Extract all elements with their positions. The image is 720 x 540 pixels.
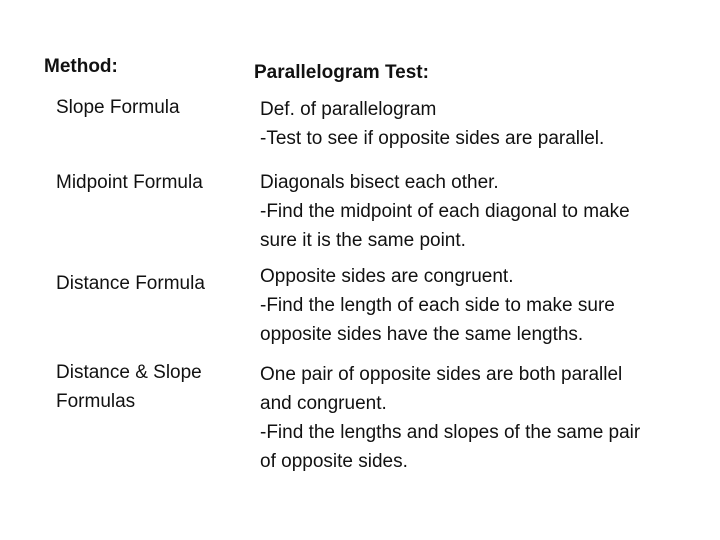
test-description-row-1 xyxy=(260,95,710,153)
method-slope-formula: Slope Formula xyxy=(56,97,180,118)
test-detail: -Test to see if opposite sides are parallel. xyxy=(260,128,605,149)
test-detail: -Find the midpoint of each diagonal to make sure it is the same point. xyxy=(260,201,630,251)
test-description-row-4 xyxy=(260,360,710,476)
test-statement: One pair of opposite sides are both parallel and congruent. xyxy=(260,364,623,414)
test-description-row-3 xyxy=(260,262,710,349)
method-distance-formula: Distance Formula xyxy=(56,273,205,294)
test-statement: Def. of parallelogram xyxy=(260,99,437,120)
test-description-row-2 xyxy=(260,168,710,255)
test-statement: Opposite sides are congruent. xyxy=(260,266,514,287)
parallelogram-test-column-header: Parallelogram Test: xyxy=(254,62,429,83)
test-detail: -Find the lengths and slopes of the same pair of opposite sides. xyxy=(260,422,641,472)
method-column-header: Method: xyxy=(44,56,118,77)
method-distance-and-slope-formulas: Distance & Slope Formulas xyxy=(56,362,202,412)
test-detail: -Find the length of each side to make sure opposite sides have the same lengths. xyxy=(260,295,615,345)
method-midpoint-formula: Midpoint Formula xyxy=(56,172,203,193)
test-statement: Diagonals bisect each other. xyxy=(260,172,499,193)
